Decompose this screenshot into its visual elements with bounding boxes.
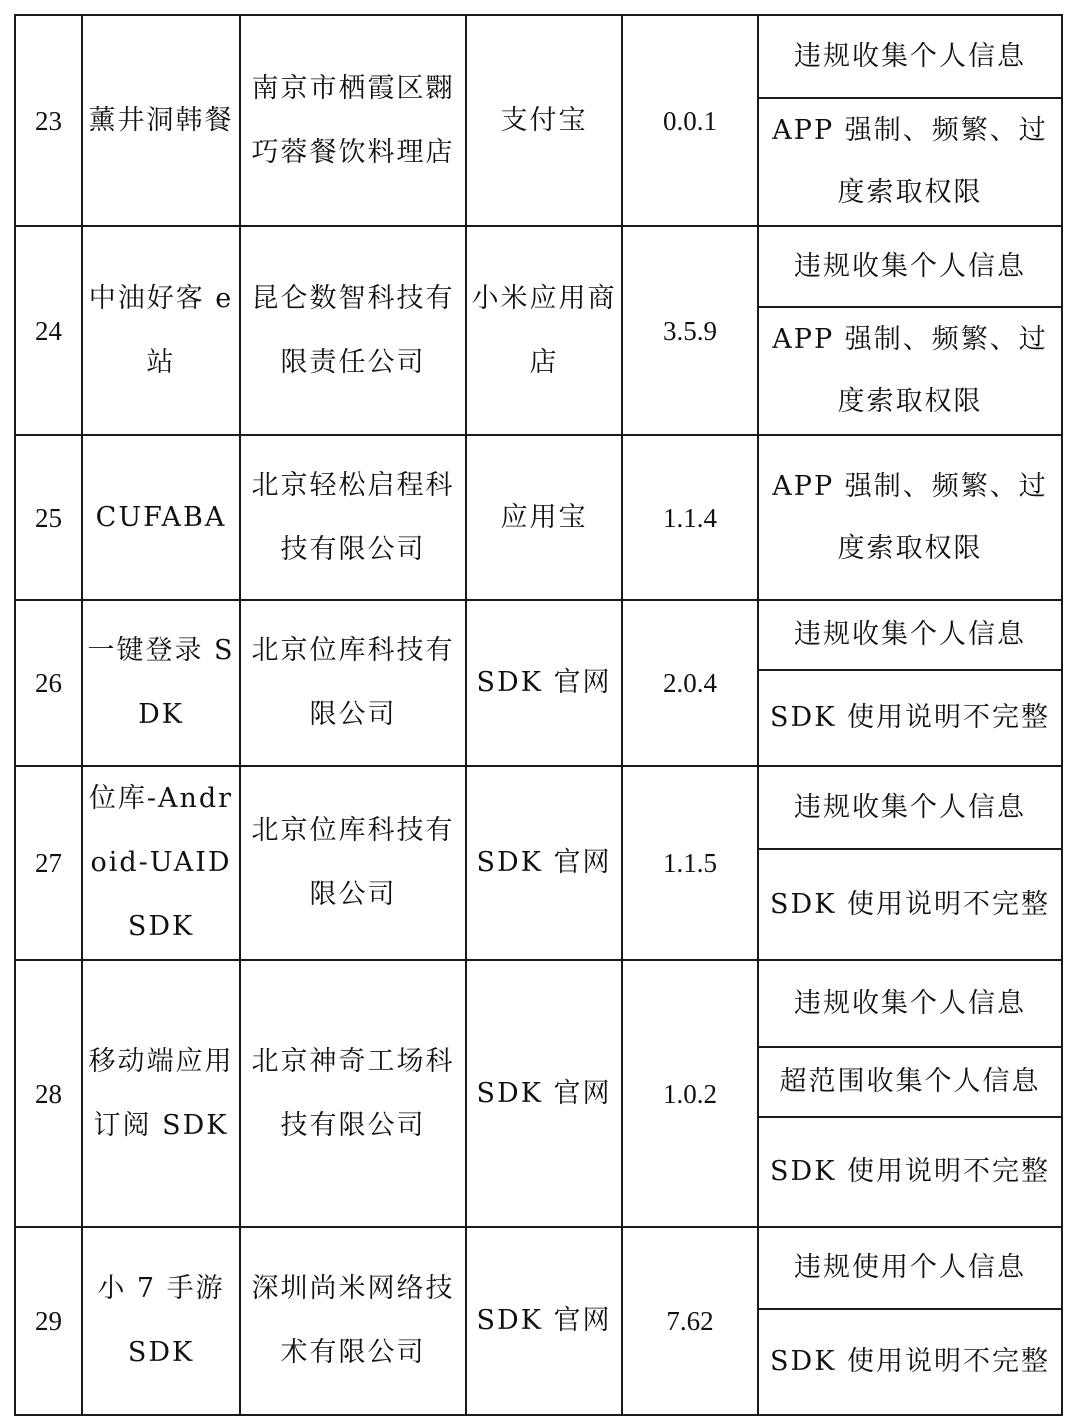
app-version: 1.1.5 [622,766,758,960]
violation-table [14,14,1063,1416]
app-source: SDK 官网 [466,960,622,1227]
table-row [15,226,1062,307]
issue-item: SDK 使用说明不完整 [758,670,1062,766]
issue-item: 违规收集个人信息 [758,15,1062,98]
issue-item: APP 强制、频繁、过度索取权限 [758,307,1062,435]
issue-item: 超范围收集个人信息 [758,1047,1062,1117]
company-name: 深圳尚米网络技术有限公司 [240,1227,466,1415]
app-source: 应用宝 [466,435,622,600]
app-source: 支付宝 [466,15,622,226]
issue-item: 违规收集个人信息 [758,766,1062,849]
table-row [15,15,1062,98]
company-name: 北京轻松启程科技有限公司 [240,435,466,600]
app-version: 1.1.4 [622,435,758,600]
issue-item: SDK 使用说明不完整 [758,1309,1062,1415]
app-name: 中油好客 e 站 [82,226,240,435]
company-name: 南京市栖霞区翾巧蓉餐饮料理店 [240,15,466,226]
issue-item: SDK 使用说明不完整 [758,849,1062,960]
company-name: 北京神奇工场科技有限公司 [240,960,466,1227]
table-row [15,1227,1062,1309]
company-name: 北京位库科技有限公司 [240,600,466,766]
app-source: 小米应用商店 [466,226,622,435]
issue-item: 违规收集个人信息 [758,226,1062,307]
company-name: 北京位库科技有限公司 [240,766,466,960]
issue-item: 违规使用个人信息 [758,1227,1062,1309]
issue-item: APP 强制、频繁、过度索取权限 [758,98,1062,226]
issue-item: SDK 使用说明不完整 [758,1117,1062,1227]
row-number: 28 [15,960,82,1227]
issue-item: 违规收集个人信息 [758,600,1062,670]
app-source: SDK 官网 [466,766,622,960]
app-name: 位库-Android-UAID SDK [82,766,240,960]
app-name: 薰井洞韩餐 [82,15,240,226]
company-name: 昆仑数智科技有限责任公司 [240,226,466,435]
row-number: 29 [15,1227,82,1415]
table-row [15,766,1062,849]
app-name: 移动端应用订阅 SDK [82,960,240,1227]
table-row [15,600,1062,670]
app-version: 1.0.2 [622,960,758,1227]
row-number: 27 [15,766,82,960]
app-name: 一键登录 SDK [82,600,240,766]
row-number: 23 [15,15,82,226]
table-row [15,435,1062,600]
app-name: CUFABA [82,435,240,600]
issue-item: APP 强制、频繁、过度索取权限 [758,435,1062,600]
table-row [15,960,1062,1047]
row-number: 26 [15,600,82,766]
app-source: SDK 官网 [466,600,622,766]
app-name: 小 7 手游 SDK [82,1227,240,1415]
app-version: 2.0.4 [622,600,758,766]
issue-item: 违规收集个人信息 [758,960,1062,1047]
app-version: 0.0.1 [622,15,758,226]
app-source: SDK 官网 [466,1227,622,1415]
app-version: 7.62 [622,1227,758,1415]
row-number: 25 [15,435,82,600]
app-version: 3.5.9 [622,226,758,435]
row-number: 24 [15,226,82,435]
